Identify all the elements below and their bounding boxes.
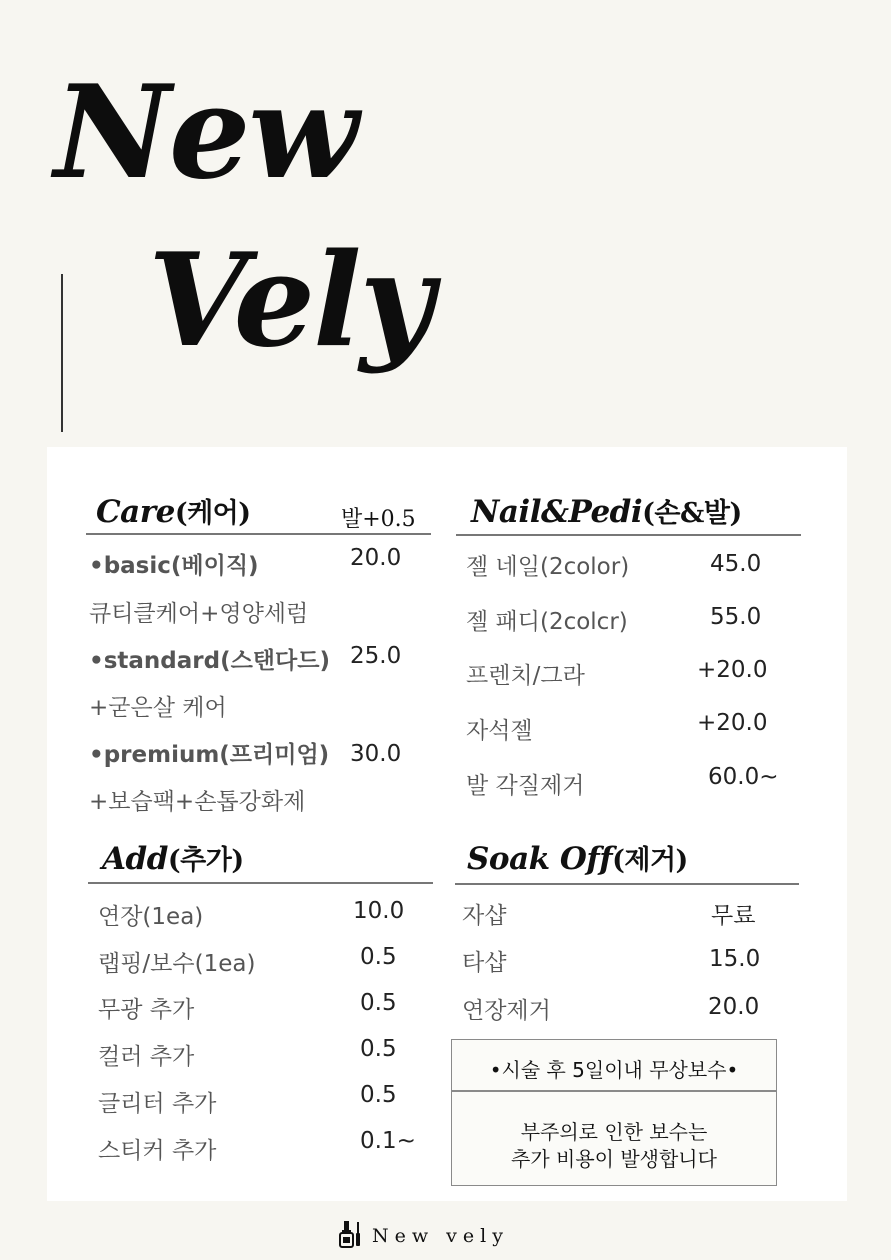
nailpedi-item-price: 60.0~ (708, 764, 779, 790)
care-foot-surcharge-note: 발+0.5 (341, 507, 416, 532)
soakoff-item-name: 자샵 (462, 903, 507, 929)
add-item-price: 0.1~ (360, 1128, 416, 1154)
care-title-en: Care (96, 494, 175, 530)
notice-line-1: 부주의로 인한 보수는 (520, 1120, 708, 1144)
brand-title-line-2: Vely (148, 226, 432, 376)
nailpedi-item-price: 45.0 (710, 551, 762, 577)
care-item-detail: +보습팩+손톱강화제 (89, 789, 306, 815)
nailpedi-item-price: +20.0 (697, 710, 768, 736)
aftercare-notice-box (451, 1039, 777, 1186)
notice-divider (452, 1090, 776, 1092)
care-item-price: 30.0 (350, 741, 402, 767)
notice-heading: •시술 후 5일이내 무상보수• (489, 1058, 739, 1082)
add-item-name: 컬러 추가 (98, 1044, 195, 1070)
footer-brand-text: New vely (372, 1225, 509, 1247)
nail-polish-bottle-icon (338, 1219, 364, 1253)
nailpedi-item-name: 젤 네일(2color) (466, 554, 630, 580)
add-item-name: 랩핑/보수(1ea) (98, 951, 256, 977)
care-item-name: •basic(베이직) (89, 553, 259, 579)
soakoff-title-en: Soak Off (467, 841, 613, 877)
soakoff-item-name: 연장제거 (462, 998, 551, 1024)
decorative-vertical-bar (61, 274, 63, 432)
add-item-price: 10.0 (353, 898, 405, 924)
nailpedi-item-price: 55.0 (710, 604, 762, 630)
nailpedi-section-title (471, 491, 742, 530)
add-title-ko: (추가) (167, 845, 244, 876)
add-section-title (102, 838, 244, 877)
add-item-price: 0.5 (360, 990, 397, 1016)
nailpedi-item-name: 발 각질제거 (466, 773, 585, 799)
soakoff-item-price: 15.0 (709, 946, 761, 972)
nailpedi-item-price: +20.0 (697, 657, 768, 683)
nailpedi-item-name: 프렌치/그라 (466, 663, 585, 689)
care-item-price: 25.0 (350, 643, 402, 669)
add-title-en: Add (102, 841, 168, 877)
nailpedi-item-name: 젤 패디(2colcr) (466, 609, 628, 635)
nailpedi-divider (456, 534, 801, 536)
soakoff-item-name: 타샵 (462, 950, 507, 976)
notice-line-2: 추가 비용이 발생합니다 (511, 1147, 717, 1171)
add-divider (88, 882, 433, 884)
brand-title-line-1: New (54, 58, 357, 208)
care-item-name: •standard(스탠다드) (89, 648, 330, 674)
care-item-name: •premium(프리미엄) (89, 742, 330, 768)
add-item-name: 스티커 추가 (98, 1138, 217, 1164)
care-section-title (96, 491, 251, 530)
soakoff-section-title (467, 838, 688, 877)
soakoff-divider (455, 883, 799, 885)
add-item-price: 0.5 (360, 944, 397, 970)
footer-logo (338, 1220, 509, 1252)
soakoff-item-price: 무료 (711, 903, 756, 929)
soakoff-item-price: 20.0 (708, 994, 760, 1020)
care-item-price: 20.0 (350, 545, 402, 571)
care-item-detail: +굳은살 케어 (89, 695, 227, 721)
care-title-ko: (케어) (174, 498, 251, 529)
add-item-name: 연장(1ea) (98, 904, 204, 930)
nailpedi-title-en: Nail&Pedi (471, 494, 643, 530)
care-divider (86, 533, 431, 535)
add-item-price: 0.5 (360, 1036, 397, 1062)
add-item-name: 글리터 추가 (98, 1091, 217, 1117)
soakoff-title-ko: (제거) (612, 845, 688, 876)
add-item-name: 무광 추가 (98, 997, 195, 1023)
nailpedi-title-ko: (손&발) (642, 498, 742, 529)
care-item-detail: 큐티클케어+영양세럼 (89, 601, 309, 627)
nailpedi-item-name: 자석젤 (466, 718, 533, 744)
add-item-price: 0.5 (360, 1082, 397, 1108)
